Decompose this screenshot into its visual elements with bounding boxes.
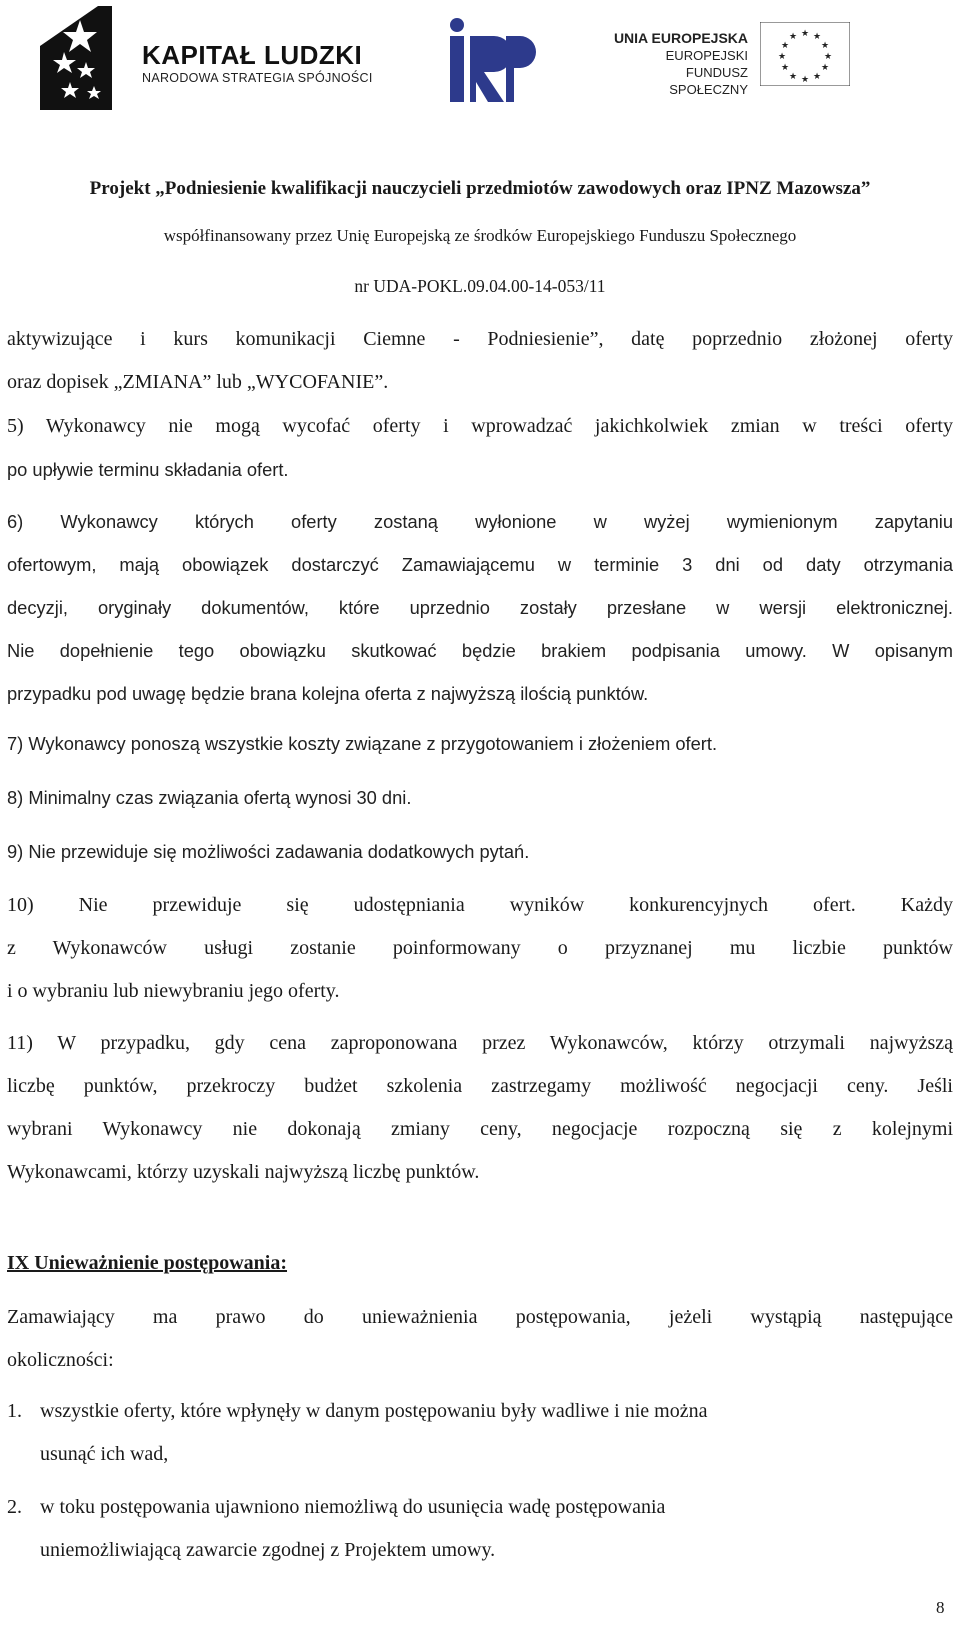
svg-text:★: ★ <box>777 52 787 62</box>
paragraph-continuation <box>7 318 953 404</box>
kapital-ludzki-subtitle: NARODOWA STRATEGIA SPÓJNOŚCI <box>142 71 373 85</box>
project-title: Projekt „Podniesienie kwalifikacji nauczycieli przedmiotów zawodowych oraz IPNZ Mazowsza” <box>89 178 871 199</box>
text-line: oraz dopisek „ZMIANA” lub „WYCOFANIE”. <box>7 371 389 393</box>
list-item-number: 2. <box>7 1496 22 1518</box>
svg-text:★: ★ <box>820 63 830 73</box>
text-line: wybrani Wykonawcy nie dokonają zmiany ceny, negocjacje rozpoczną się z kolejnymi <box>7 1118 953 1140</box>
text-line: i o wybraniu lub niewybraniu jego oferty. <box>7 980 340 1002</box>
text-line: 8) Minimalny czas związania ofertą wynosi 30 dni. <box>7 787 412 808</box>
page-number: 8 <box>936 1598 945 1617</box>
paragraph-11 <box>7 1022 953 1194</box>
paragraph-9 <box>7 830 953 873</box>
ue-line-2: EUROPEJSKI <box>665 48 748 63</box>
svg-text:★: ★ <box>820 41 830 51</box>
logo-bar <box>0 0 960 120</box>
section-ix-intro <box>7 1296 953 1382</box>
text-line: liczbę punktów, przekroczy budżet szkolenia zastrzegamy możliwość negocjacji ceny. Jeśli <box>7 1075 953 1097</box>
svg-text:★: ★ <box>788 32 798 42</box>
svg-text:★: ★ <box>780 63 790 73</box>
svg-text:★: ★ <box>823 52 833 62</box>
list-item-number: 1. <box>7 1400 22 1422</box>
ue-line-1: UNIA EUROPEJSKA <box>613 30 748 46</box>
paragraph-5 <box>7 405 953 491</box>
text-line: po upływie terminu składania ofert. <box>7 459 289 480</box>
text-line: decyzji, oryginały dokumentów, które uprzednio zostały przesłane w wersji elektronicznej. <box>7 597 953 618</box>
kapital-ludzki-title: KAPITAŁ LUDZKI <box>142 40 363 70</box>
ue-wordmark <box>612 30 748 98</box>
paragraph-6 <box>7 500 953 715</box>
list-item <box>7 1390 953 1476</box>
kapital-ludzki-wordmark <box>142 40 373 86</box>
cofinancing-note: współfinansowany przez Unię Europejską ze środków Europejskiego Funduszu Społecznego <box>163 226 797 245</box>
text-line: aktywizujące i kurs komunikacji Ciemne - Podniesienie”, datę poprzednio złożonej oferty <box>7 328 953 350</box>
list-item <box>7 1486 953 1572</box>
section-ix-heading: IX Unieważnienie postępowania: <box>7 1252 288 1274</box>
text-line: usunąć ich wad, <box>40 1443 169 1465</box>
text-line: 11) W przypadku, gdy cena zaproponowana przez Wykonawców, którzy otrzymali najwyższą <box>7 1032 953 1054</box>
paragraph-7 <box>7 722 953 765</box>
paragraph-8 <box>7 776 953 819</box>
paragraph-10 <box>7 884 953 1013</box>
ue-line-3: FUNDUSZ SPOŁECZNY <box>669 65 748 97</box>
svg-text:★: ★ <box>788 72 798 82</box>
text-line: przypadku pod uwagę będzie brana kolejna oferta z najwyższą ilością punktów. <box>7 683 649 704</box>
text-line: ofertowym, mają obowiązek dostarczyć Zamawiającemu w terminie 3 dni od daty otrzymania <box>7 554 953 575</box>
text-line: w toku postępowania ujawniono niemożliwą do usunięcia wadę postępowania <box>40 1496 666 1518</box>
text-line: 10) Nie przewiduje się udostępniania wyników konkurencyjnych ofert. Każdy <box>7 894 953 916</box>
svg-text:★: ★ <box>812 72 822 82</box>
text-line: 5) Wykonawcy nie mogą wycofać oferty i wprowadzać jakichkolwiek zmian w treści oferty <box>7 415 953 437</box>
svg-text:★: ★ <box>812 32 822 42</box>
text-line: Wykonawcami, którzy uzyskali najwyższą liczbę punktów. <box>7 1161 480 1183</box>
project-number: nr UDA-POKL.09.04.00-14-053/11 <box>354 276 606 296</box>
text-line: z Wykonawców usługi zostanie poinformowany o przyznanej mu liczbie punktów <box>7 937 953 959</box>
text-line: 7) Wykonawcy ponoszą wszystkie koszty związane z przygotowaniem i złożeniem ofert. <box>7 733 718 754</box>
eu-flag-icon <box>760 22 850 86</box>
svg-text:★: ★ <box>800 29 810 39</box>
svg-text:★: ★ <box>780 41 790 51</box>
text-line: 6) Wykonawcy których oferty zostaną wyłonione w wyżej wymienionym zapytaniu <box>7 511 953 532</box>
text-line: okoliczności: <box>7 1349 114 1371</box>
irp-logo-icon <box>448 16 536 106</box>
text-line: Nie dopełnienie tego obowiązku skutkować będzie brakiem podpisania umowy. W opisanym <box>7 640 953 661</box>
kapital-ludzki-logo-icon <box>40 6 112 110</box>
text-line: Zamawiający ma prawo do unieważnienia postępowania, jeżeli wystąpią następujące <box>7 1306 953 1328</box>
svg-text:★: ★ <box>800 75 810 85</box>
text-line: uniemożliwiającą zawarcie zgodnej z Projektem umowy. <box>40 1539 496 1561</box>
text-line: 9) Nie przewiduje się możliwości zadawania dodatkowych pytań. <box>7 841 530 862</box>
text-line: wszystkie oferty, które wpłynęły w danym postępowaniu były wadliwe i nie można <box>40 1400 708 1422</box>
